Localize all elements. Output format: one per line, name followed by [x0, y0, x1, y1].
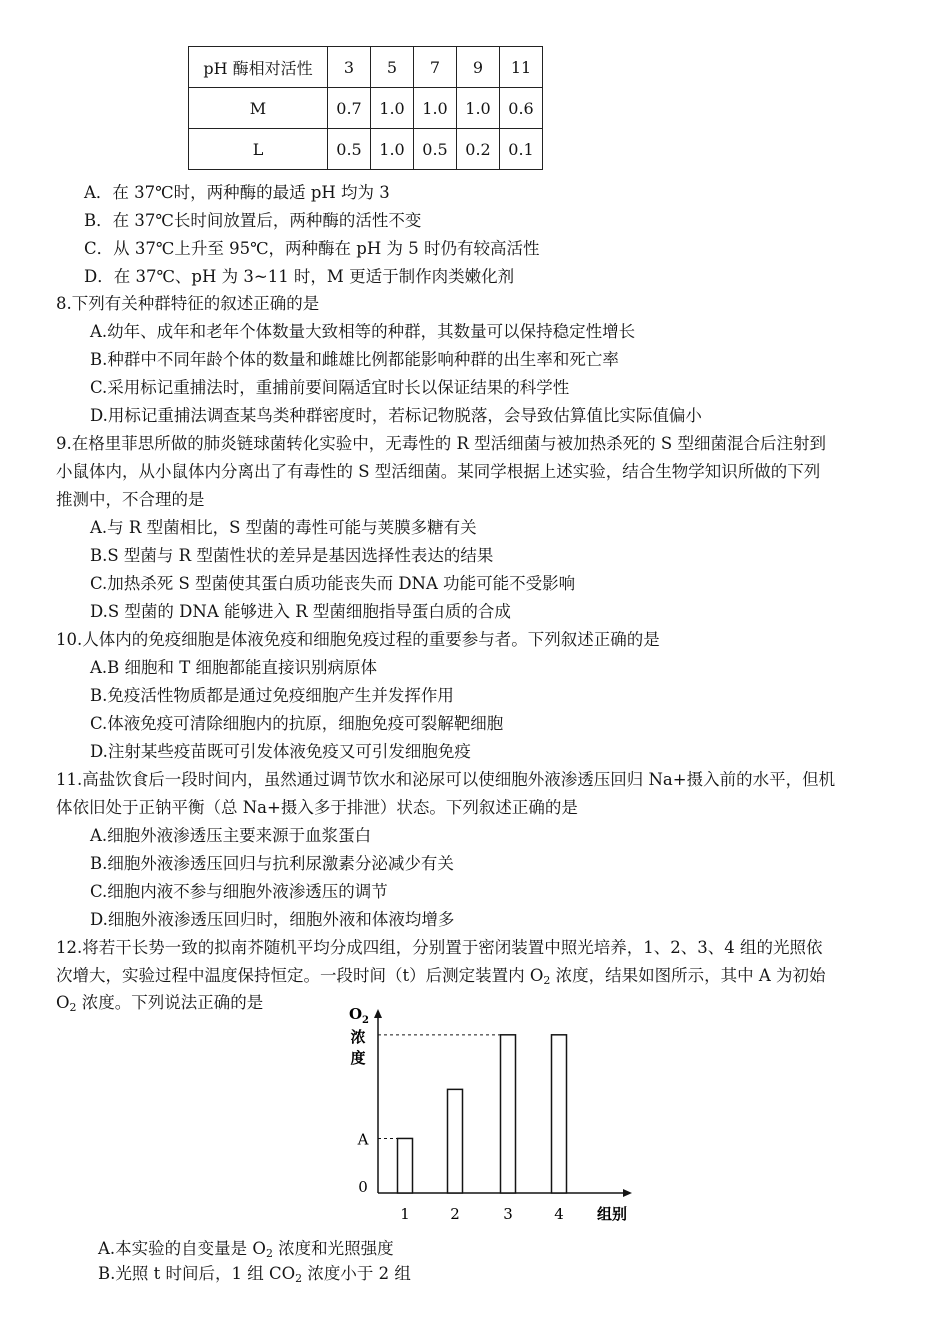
q11-option-b: B.细胞外液渗透压回归与抗利尿激素分泌减少有关 [90, 854, 454, 873]
q10-option-c: C.体液免疫可清除细胞内的抗原，细胞免疫可裂解靶细胞 [90, 714, 504, 733]
q11-option-c: C.细胞内液不参与细胞外液渗透压的调节 [90, 882, 388, 901]
q8-option-a: A.幼年、成年和老年个体数量大致相等的种群，其数量可以保持稳定性增长 [90, 322, 636, 341]
q10-option-a: A.B 细胞和 T 细胞都能直接识别病原体 [90, 658, 378, 677]
q8-stem: 8.下列有关种群特征的叙述正确的是 [56, 294, 320, 313]
y-axis-label-char2: 度 [350, 1049, 366, 1067]
q11-option-d: D.细胞外液渗透压回归时，细胞外液和体液均增多 [90, 910, 455, 929]
table-cell: 0.7 [328, 88, 371, 129]
q11-option-a: A.细胞外液渗透压主要来源于血浆蛋白 [90, 826, 372, 845]
x-tick-label: 4 [554, 1205, 564, 1223]
q12-stem-line1: 12.将若干长势一致的拟南芥随机平均分成四组，分别置于密闭装置中照光培养，1、2、3、4 组的光照依 [56, 938, 823, 957]
row-label: M [189, 88, 328, 129]
q10-option-d: D.注射某些疫苗既可引发体液免疫又可引发细胞免疫 [90, 742, 471, 761]
q9-option-c: C.加热杀死 S 型菌使其蛋白质功能丧失而 DNA 功能可能不受影响 [90, 574, 576, 593]
q12-option-b: B.光照 t 时间后，1 组 $CO_2$ 浓度小于 2 组 [98, 1264, 411, 1285]
bar-group-4 [552, 1035, 567, 1193]
table-cell: 0.1 [500, 129, 543, 170]
table-row [189, 88, 543, 129]
q10-stem: 10.人体内的免疫细胞是体液免疫和细胞免疫过程的重要参与者。下列叙述正确的是 [56, 630, 660, 649]
q7-option-b: B．在 37℃长时间放置后，两种酶的活性不变 [84, 211, 422, 230]
bar-group-1 [398, 1138, 413, 1193]
ph-value: 5 [371, 47, 414, 88]
origin-label: 0 [358, 1178, 368, 1196]
q12-stem-line3: $O_2$ 浓度。下列说法正确的是 [56, 993, 264, 1014]
q11-stem-line1: 11.高盐饮食后一段时间内，虽然通过调节饮水和泌尿可以使细胞外液渗透压回归 Na+摄入前的水平，但机 [56, 770, 836, 789]
table-header-label: pH 酶相对活性 [189, 47, 328, 88]
x-axis-arrow [623, 1189, 632, 1197]
reference-label-a: A [357, 1130, 369, 1149]
q12-stem-line2: 次增大，实验过程中温度保持恒定。一段时间（t）后测定装置内 $O_2$ 浓度，结果如图所示，其中 A 为初始 [56, 966, 826, 987]
y-axis-arrow [374, 1009, 382, 1018]
q7-option-c: C．从 37℃上升至 95℃，两种酶在 pH 为 5 时仍有较高活性 [84, 239, 540, 258]
q9-stem-line3: 推测中，不合理的是 [56, 490, 205, 509]
y-axis-label-o2: $O_2$ [348, 1005, 370, 1026]
q11-stem-line2: 体依旧处于正钠平衡（总 Na+摄入多于排泄）状态。下列叙述正确的是 [56, 798, 578, 817]
table-cell: 1.0 [371, 129, 414, 170]
table-cell: 0.5 [328, 129, 371, 170]
table-header-row [189, 47, 543, 88]
q9-option-d: D.S 型菌的 DNA 能够进入 R 型菌细胞指导蛋白质的合成 [90, 602, 511, 621]
o2-concentration-chart [330, 1005, 640, 1227]
q7-option-d: D．在 37℃、pH 为 3~11 时，M 更适于制作肉类嫩化剂 [84, 267, 515, 286]
bar-group-2 [448, 1089, 463, 1193]
q8-option-d: D.用标记重捕法调查某鸟类种群密度时，若标记物脱落，会导致估算值比实际值偏小 [90, 406, 702, 425]
x-tick-label: 2 [450, 1205, 460, 1223]
q9-option-a: A.与 R 型菌相比，S 型菌的毒性可能与荚膜多糖有关 [90, 518, 477, 537]
ph-value: 7 [414, 47, 457, 88]
q10-option-b: B.免疫活性物质都是通过免疫细胞产生并发挥作用 [90, 686, 454, 705]
ph-value: 9 [457, 47, 500, 88]
table-cell: 1.0 [457, 88, 500, 129]
table-cell: 0.6 [500, 88, 543, 129]
table-cell: 0.2 [457, 129, 500, 170]
q9-option-b: B.S 型菌与 R 型菌性状的差异是基因选择性表达的结果 [90, 546, 494, 565]
q8-option-b: B.种群中不同年龄个体的数量和雌雄比例都能影响种群的出生率和死亡率 [90, 350, 619, 369]
q9-stem-line1: 9.在格里菲思所做的肺炎链球菌转化实验中，无毒性的 R 型活细菌与被加热杀死的 S 型细菌混合后注射到 [56, 434, 826, 453]
bar-group-3 [501, 1035, 516, 1193]
row-label: L [189, 129, 328, 170]
table-cell: 0.5 [414, 129, 457, 170]
ph-value: 3 [328, 47, 371, 88]
table-row [189, 129, 543, 170]
q7-option-a: A．在 37℃时，两种酶的最适 pH 均为 3 [84, 183, 390, 202]
q8-option-c: C.采用标记重捕法时，重捕前要间隔适宜时长以保证结果的科学性 [90, 378, 570, 397]
enzyme-activity-table [188, 46, 543, 170]
q12-option-a: A.本实验的自变量是 $O_2$ 浓度和光照强度 [98, 1239, 394, 1260]
x-tick-label: 1 [400, 1205, 410, 1223]
q9-stem-line2: 小鼠体内，从小鼠体内分离出了有毒性的 S 型活细菌。某同学根据上述实验，结合生物学知识所做的下列 [56, 462, 821, 481]
ph-value: 11 [500, 47, 543, 88]
y-axis-label-char1: 浓 [350, 1028, 366, 1046]
table-cell: 1.0 [414, 88, 457, 129]
table-cell: 1.0 [371, 88, 414, 129]
x-axis-label: 组别 [596, 1205, 628, 1223]
x-tick-label: 3 [503, 1205, 513, 1223]
